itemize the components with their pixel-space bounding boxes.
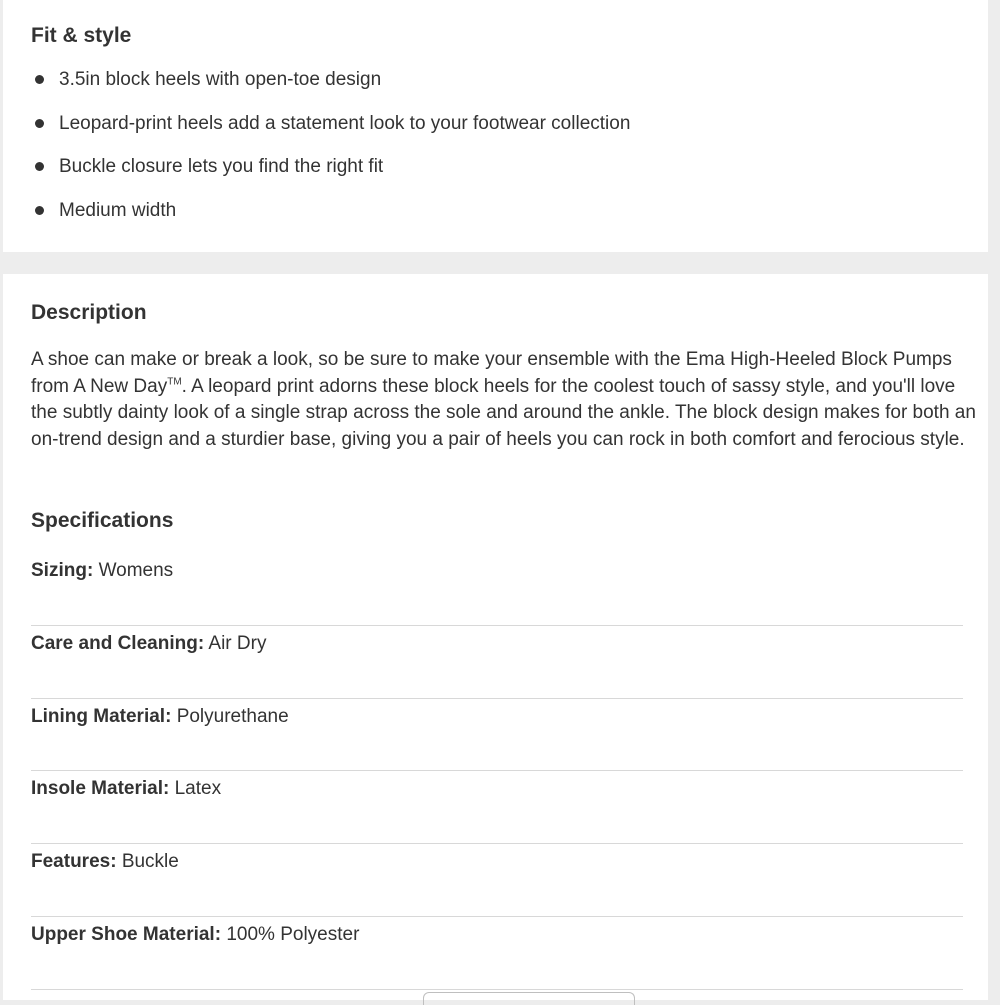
spec-row bbox=[31, 553, 963, 626]
bullet-text: Leopard-print heels add a statement look to your footwear collection bbox=[59, 112, 631, 134]
description-text-part-1: A shoe can make or break a look, so be sure to make your ensemble with the Ema High-Heeled Block Pumps from A New Day bbox=[31, 349, 952, 397]
list-item bbox=[31, 66, 630, 110]
fit-and-style-list bbox=[31, 66, 630, 240]
spec-value: Polyurethane bbox=[176, 705, 289, 727]
specifications-list bbox=[31, 553, 963, 990]
spec-row bbox=[31, 917, 963, 990]
list-item bbox=[31, 110, 630, 154]
spec-value: Air Dry bbox=[208, 632, 267, 654]
spec-label: Sizing: bbox=[31, 560, 94, 581]
spec-label: Insole Material: bbox=[31, 778, 170, 800]
list-item bbox=[31, 153, 630, 197]
bullet-text: Buckle closure lets you find the right fit bbox=[59, 156, 384, 177]
description-card bbox=[3, 274, 988, 1000]
specifications-heading: Specifications bbox=[31, 509, 174, 532]
spec-label: Lining Material: bbox=[31, 705, 172, 727]
spec-label: Features: bbox=[31, 851, 117, 873]
spec-row bbox=[31, 626, 963, 699]
bullet-icon bbox=[35, 162, 44, 171]
spec-value: 100% Polyester bbox=[226, 923, 360, 945]
bullet-icon bbox=[35, 119, 44, 128]
spec-value: Womens bbox=[98, 560, 174, 581]
description-text-part-2: . A leopard print adorns these block heels for the coolest touch of sassy style, and you'll love the subtly dainty look of a single strap across the sole and around the ankle. The block design makes for both an on-trend design and a sturdier base, giving you a pair of heels you can rock in both comfort and ferocious style. bbox=[31, 375, 976, 450]
bullet-icon bbox=[35, 75, 44, 84]
spec-row bbox=[31, 844, 963, 917]
bullet-icon bbox=[35, 206, 44, 215]
spec-value: Buckle bbox=[121, 851, 179, 873]
fit-and-style-heading: Fit & style bbox=[31, 24, 132, 47]
bullet-text: 3.5in block heels with open-toe design bbox=[59, 69, 382, 90]
show-more-button-partial[interactable] bbox=[423, 992, 635, 1005]
description-text bbox=[31, 347, 976, 453]
fit-and-style-card bbox=[3, 0, 988, 252]
description-heading: Description bbox=[31, 301, 147, 324]
spec-label: Care and Cleaning: bbox=[31, 632, 205, 654]
spec-label: Upper Shoe Material: bbox=[31, 923, 222, 945]
spec-row bbox=[31, 771, 963, 844]
spec-value: Latex bbox=[174, 778, 222, 800]
list-item bbox=[31, 197, 630, 241]
spec-row bbox=[31, 699, 963, 772]
trademark-symbol: TM bbox=[167, 376, 182, 388]
bullet-text: Medium width bbox=[59, 199, 177, 221]
